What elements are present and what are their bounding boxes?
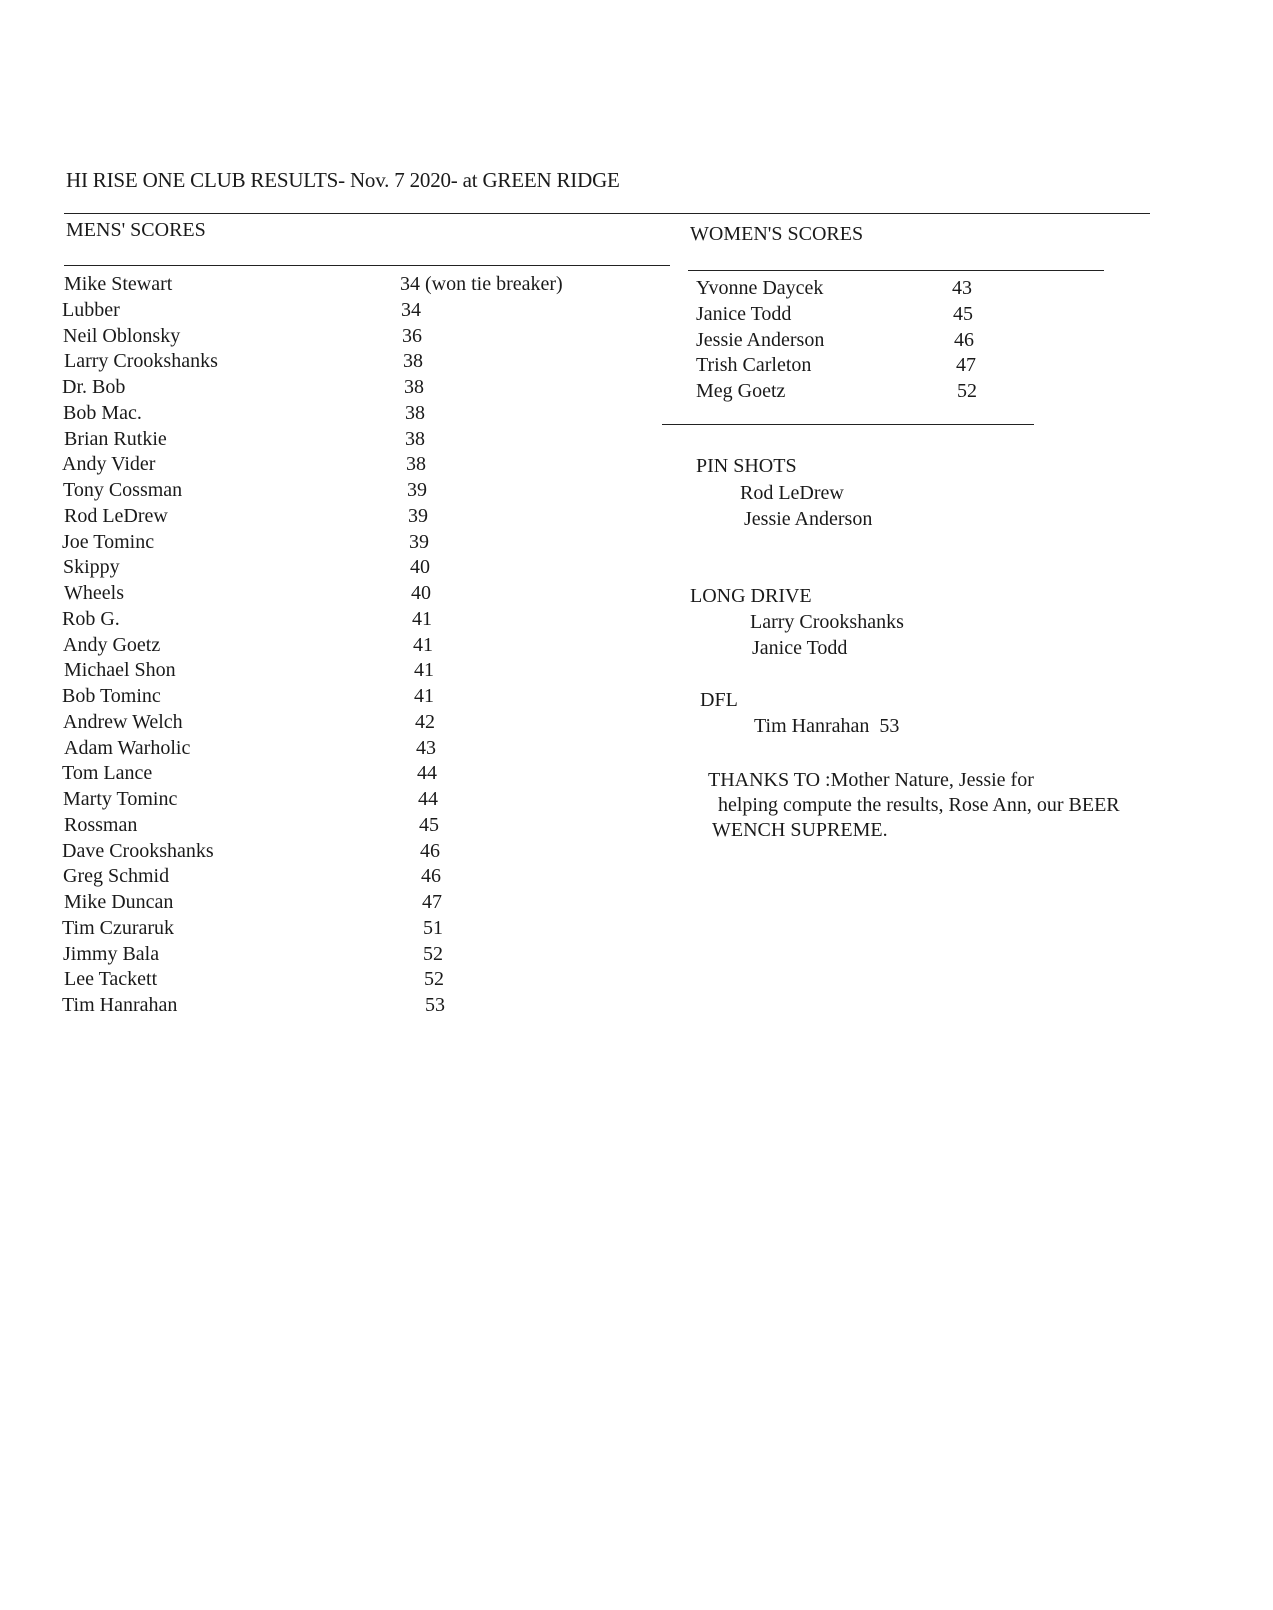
womens-player-name: Janice Todd [696,303,792,325]
mens-player-name: Andy Vider [62,453,156,475]
mens-player-name: Joe Tominc [62,531,155,553]
womens-player-score: 43 [952,277,972,299]
mens-player-score: 39 [408,505,428,527]
mens-player-score: 38 [404,376,424,398]
mens-player-score: 41 [414,685,434,707]
pin-shots-heading: PIN SHOTS [696,455,797,477]
mens-player-score: 39 [407,479,427,501]
mens-player-score: 34 (won tie breaker) [400,273,563,295]
mens-player-score: 52 [423,943,443,965]
mens-player-score: 43 [416,737,436,759]
mens-player-score: 44 [418,788,438,810]
womens-player-score: 45 [953,303,973,325]
pin-shots-item: Rod LeDrew [740,482,844,504]
womens-player-score: 47 [956,354,976,376]
mens-player-score: 39 [409,531,429,553]
womens-list-divider [662,424,1034,425]
mens-heading-divider [64,265,670,266]
mens-player-name: Adam Warholic [64,737,191,759]
mens-player-name: Rob G. [62,608,120,630]
mens-player-name: Brian Rutkie [64,428,167,450]
mens-player-name: Rod LeDrew [64,505,168,527]
mens-player-score: 46 [420,840,440,862]
thanks-line-1: THANKS TO :Mother Nature, Jessie for [708,769,1034,791]
long-drive-item: Janice Todd [752,637,848,659]
mens-player-name: Mike Duncan [64,891,174,913]
mens-player-name: Andrew Welch [63,711,183,733]
mens-scores-heading: MENS' SCORES [66,219,206,241]
mens-player-name: Jimmy Bala [63,943,160,965]
womens-player-name: Jessie Anderson [696,329,825,351]
mens-player-name: Larry Crookshanks [64,350,218,372]
mens-player-name: Tony Cossman [63,479,183,501]
mens-player-name: Skippy [63,556,120,578]
womens-player-score: 52 [957,380,977,402]
mens-player-name: Neil Oblonsky [63,325,181,347]
mens-player-score: 41 [414,659,434,681]
mens-player-name: Tom Lance [62,762,153,784]
mens-player-score: 44 [417,762,437,784]
mens-player-score: 38 [405,402,425,424]
mens-player-name: Rossman [64,814,138,836]
thanks-note [708,768,1188,843]
womens-heading-divider [688,270,1104,271]
thanks-line-2: helping compute the results, Rose Ann, our BEER [718,794,1120,816]
mens-player-score: 40 [411,582,431,604]
mens-player-score: 38 [406,453,426,475]
pin-shots-item: Jessie Anderson [744,508,873,530]
mens-player-name: Dave Crookshanks [62,840,214,862]
womens-player-name: Trish Carleton [696,354,812,376]
mens-player-score: 38 [403,350,423,372]
mens-player-name: Mike Stewart [64,273,173,295]
mens-player-name: Lubber [62,299,120,321]
mens-player-name: Wheels [64,582,124,604]
womens-player-name: Meg Goetz [696,380,786,402]
mens-player-score: 42 [415,711,435,733]
mens-player-score: 36 [402,325,422,347]
mens-player-name: Tim Hanrahan [62,994,178,1016]
mens-player-name: Lee Tackett [64,968,158,990]
mens-player-score: 41 [412,608,432,630]
mens-player-score: 40 [410,556,430,578]
mens-player-name: Bob Tominc [62,685,161,707]
mens-player-name: Greg Schmid [63,865,170,887]
mens-player-score: 38 [405,428,425,450]
title-divider [64,213,1150,214]
mens-player-name: Dr. Bob [62,376,126,398]
mens-player-score: 41 [413,634,433,656]
long-drive-heading: LONG DRIVE [690,585,812,607]
womens-scores-heading: WOMEN'S SCORES [690,223,864,245]
mens-player-name: Tim Czuraruk [62,917,175,939]
long-drive-item: Larry Crookshanks [750,611,904,633]
mens-player-name: Marty Tominc [63,788,178,810]
mens-player-score: 51 [423,917,443,939]
dfl-item: Tim Hanrahan 53 [754,715,900,737]
womens-player-score: 46 [954,329,974,351]
mens-player-score: 53 [425,994,445,1016]
thanks-line-3: WENCH SUPREME. [712,819,888,841]
mens-player-score: 52 [424,968,444,990]
mens-player-name: Bob Mac. [63,402,142,424]
mens-player-name: Michael Shon [64,659,176,681]
mens-player-score: 46 [421,865,441,887]
womens-player-name: Yvonne Daycek [696,277,824,299]
mens-player-score: 45 [419,814,439,836]
mens-player-name: Andy Goetz [63,634,161,656]
dfl-heading: DFL [700,689,738,711]
mens-player-score: 47 [422,891,442,913]
page-title: HI RISE ONE CLUB RESULTS- Nov. 7 2020- at GREEN RIDGE [66,168,620,192]
mens-player-score: 34 [401,299,421,321]
